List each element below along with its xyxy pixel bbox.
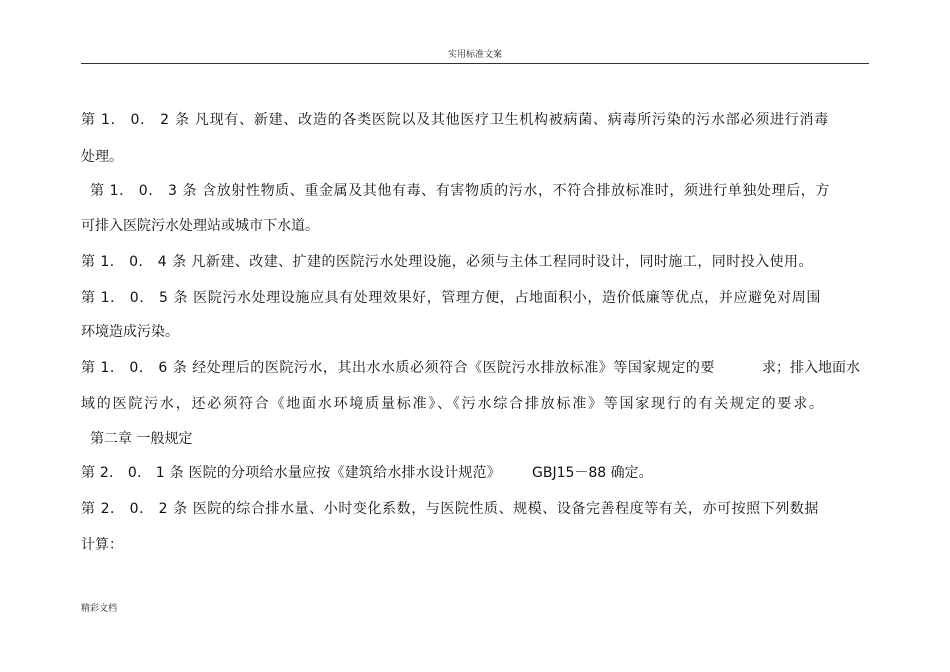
paragraph-line: 处理。 bbox=[81, 149, 123, 165]
paragraph-line: 计算： bbox=[81, 537, 123, 553]
chapter-heading: 第二章 一般规定 bbox=[90, 431, 193, 447]
paragraph-line: 第 1． 0． 6 条 经处理后的医院污水，其出水水质必须符合《医院污水排放标准》等国家规定的要 bbox=[81, 360, 715, 376]
header-divider bbox=[81, 63, 869, 64]
paragraph-line: 域的医院污水，还必须符合《地面水环境质量标准》、《污水综合排放标准》等国家现行的有关规定的要求。 bbox=[81, 396, 825, 412]
paragraph-line: 环境造成污染。 bbox=[81, 324, 179, 340]
paragraph-line: 第 1． 0． 2 条 凡现有、新建、改造的各类医院以及其他医疗卫生机构被病菌、病毒所污染的污水部必须进行消毒 bbox=[81, 112, 829, 128]
paragraph-line: 可排入医院污水处理站或城市下水道。 bbox=[81, 218, 319, 234]
paragraph-line: 第 1． 0． 3 条 含放射性物质、重金属及其他有毒、有害物质的污水，不符合排放标准时，须进行单独处理后，方 bbox=[90, 183, 830, 199]
paragraph-line: 第 1． 0． 5 条 医院污水处理设施应具有处理效果好，管理方便，占地面积小，造价低廉等优点，并应避免对周围 bbox=[81, 290, 821, 306]
paragraph-line: GBJ15－88 确定。 bbox=[532, 465, 653, 481]
page-footer: 精彩文档 bbox=[81, 604, 118, 614]
page-header: 实用标准文案 bbox=[447, 50, 502, 60]
paragraph-line: 求；排入地面水 bbox=[762, 360, 860, 376]
paragraph-line: 第 2． 0． 1 条 医院的分项给水量应按《建筑给水排水设计规范》 bbox=[81, 465, 501, 481]
paragraph-line: 第 2． 0． 2 条 医院的综合排水量、小时变化系数，与医院性质、规模、设备完善程度等有关，亦可按照下列数据 bbox=[81, 501, 819, 517]
paragraph-line: 第 1． 0． 4 条 凡新建、改建、扩建的医院污水处理设施，必须与主体工程同时设计，同时施工，同时投入使用。 bbox=[81, 254, 813, 270]
